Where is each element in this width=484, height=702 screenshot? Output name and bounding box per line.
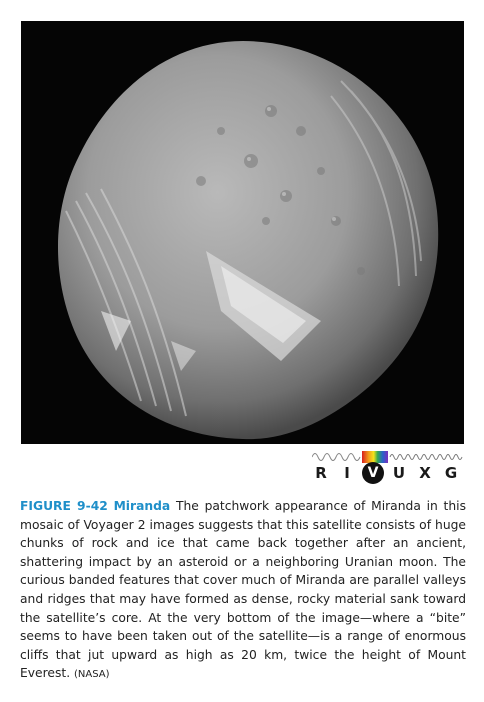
band-r: R: [315, 464, 327, 482]
band-g: G: [444, 464, 458, 482]
figure-caption: [20, 497, 466, 685]
caption-body: The patchwork appearance of Miranda in this mosaic of Voyager 2 images suggests that this satellite consists of huge chunks of rock and ice that came back together after an ancient, shattering impact by an asteroid or a neighboring Uranian moon. The curious banded features that cover much of Miranda are parallel valleys and ridges that may have formed as dense, rocky material sank toward the satellite’s core. At the very bottom of the image—where a “bite” seems to have been taken out of the satellite—is a range of enormous cliffs that jut upward as high as 20 km, twice the height of Mount Everest.: [20, 499, 466, 681]
figure-label: FIGURE 9-42: [20, 499, 108, 513]
band-u: U: [392, 464, 406, 482]
image-credit: (NASA): [74, 669, 110, 681]
figure-title: Miranda: [113, 499, 171, 513]
band-i: I: [344, 464, 350, 482]
miranda-photo: [21, 21, 464, 444]
miranda-image: [21, 21, 464, 444]
waveband-indicator: [308, 462, 464, 484]
band-x: X: [419, 464, 431, 482]
band-v-active: V: [362, 462, 384, 484]
